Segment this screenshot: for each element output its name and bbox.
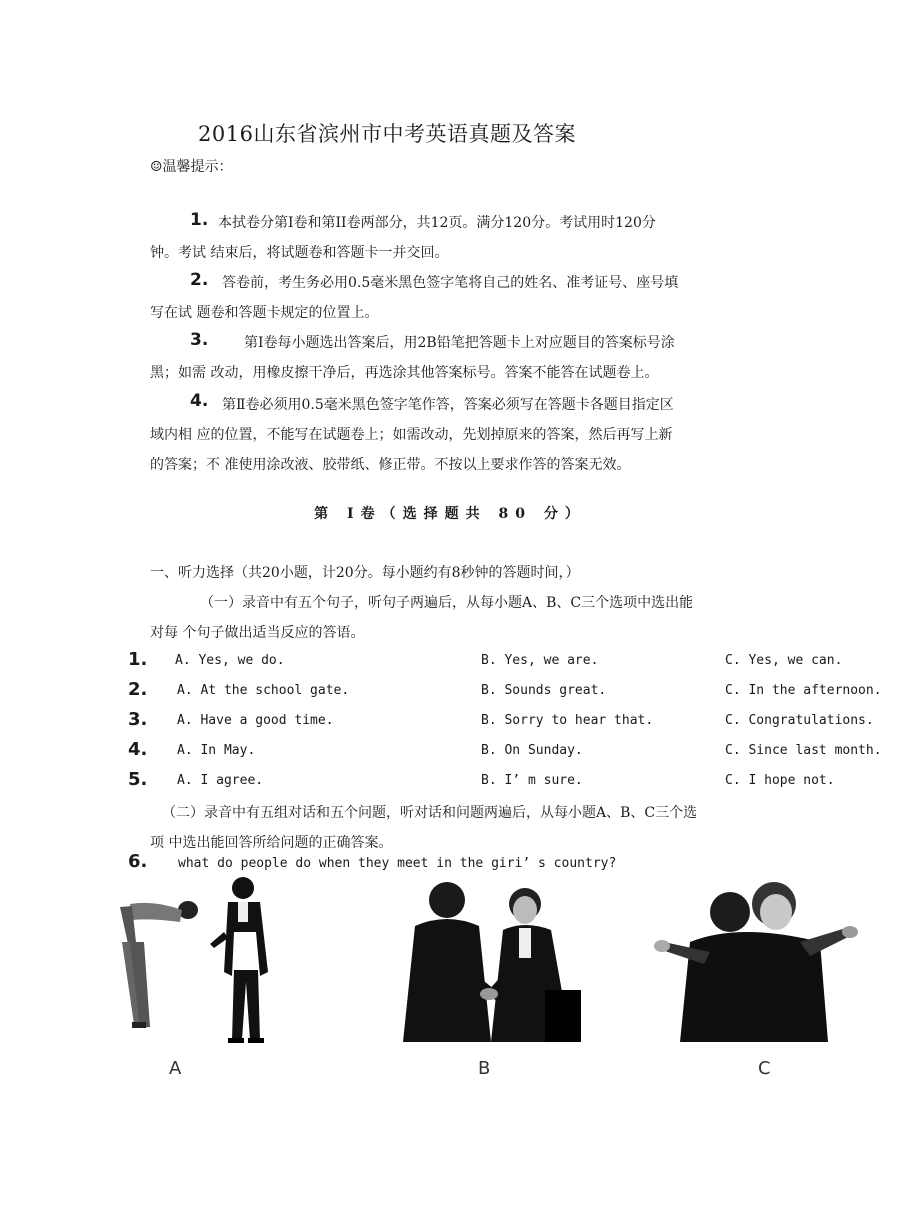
question-number: 1. (128, 649, 148, 670)
option-c: C. In the afternoon. (725, 683, 882, 698)
instruction-3-line2: 黑；如需 改动，用橡皮擦干净后，再选涂其他答案标号。答案不能答在试题卷上。 (150, 365, 659, 381)
section-title: 第 Ⅰ卷（选择题共 80 分） (314, 506, 586, 522)
instruction-1-num: 1. (190, 210, 209, 230)
option-b: B. On Sunday. (481, 743, 583, 758)
tips-label: ☺温馨提示： (150, 159, 233, 175)
question-6-number: 6. (128, 851, 148, 872)
question-number: 3. (128, 709, 148, 730)
part1-sub1-line2: 对每 个句子做出适当反应的答语。 (150, 625, 365, 641)
instruction-3-num: 3. (190, 330, 209, 350)
option-b: B. Yes, we are. (481, 653, 599, 668)
option-b: B. Sorry to hear that. (481, 713, 654, 728)
option-c: C. Since last month. (725, 743, 882, 758)
option-c: C. Yes, we can. (725, 653, 843, 668)
part1-sub2-line1: （二）录音中有五组对话和五个问题，听对话和问题两遍后，从每小题A、B、C三个选 (162, 805, 698, 821)
page-title: 2016山东省滨州市中考英语真题及答案 (198, 122, 576, 146)
instruction-4-line3: 的答案；不 准使用涂改液、胶带纸、修正带。不按以上要求作答的答案无效。 (150, 457, 631, 473)
part1-heading: 一、听力选择（共20小题，计20分。每小题约有8秒钟的答题时间，） (150, 565, 580, 581)
part1-sub2-line2: 项 中选出能回答所给问题的正确答案。 (150, 835, 393, 851)
question-number: 4. (128, 739, 148, 760)
picture-b-label: B (478, 1058, 491, 1079)
option-b: B. I’ m sure. (481, 773, 583, 788)
instruction-1-line1: 本拭卷分第Ⅰ卷和第II卷两部分，共12页。满分120分。考试用时120分 (218, 215, 656, 231)
picture-b-handshake (395, 872, 595, 1052)
option-a: A. Yes, we do. (175, 653, 285, 668)
instruction-4-num: 4. (190, 391, 209, 411)
instruction-4-line2: 域内相 应的位置，不能写在试题卷上；如需改动，先划掉原来的答案，然后再写上新 (150, 427, 673, 443)
option-a: A. At the school gate. (177, 683, 350, 698)
question-number: 5. (128, 769, 148, 790)
option-c: C. I hope not. (725, 773, 835, 788)
option-a: A. I agree. (177, 773, 264, 788)
instruction-3-line1: 第Ⅰ卷每小题选出答案后，用2B铅笔把答题卡上对应题目的答案标号涂 (244, 335, 675, 351)
question-6-text: what do people do when they meet in the giri’ s country? (178, 856, 617, 871)
instruction-2-line1: 答卷前，考生务必用0.5毫米黑色签字笔将自己的姓名、准考证号、座号填 (222, 275, 679, 291)
option-c: C. Congratulations. (725, 713, 874, 728)
option-a: A. Have a good time. (177, 713, 334, 728)
picture-a-label: A (169, 1058, 182, 1079)
instruction-4-line1: 第Ⅱ卷必须用0.5毫米黑色签字笔作答，答案必须写在答题卡各题目指定区 (222, 397, 674, 413)
instruction-2-line2: 写在试 题卷和答题卡规定的位置上。 (150, 305, 379, 321)
instruction-2-num: 2. (190, 270, 209, 290)
part1-sub1-line1: （一）录音中有五个句子，听句子两遍后，从每小题A、B、C三个选项中选出能 (200, 595, 694, 611)
instruction-1-line2: 钟。考试 结束后，将试题卷和答题卡一并交回。 (150, 245, 449, 261)
picture-c-hug (650, 872, 865, 1052)
option-b: B. Sounds great. (481, 683, 607, 698)
picture-a-bowing (110, 872, 290, 1052)
option-a: A. In May. (177, 743, 256, 758)
picture-c-label: C (758, 1058, 771, 1079)
question-number: 2. (128, 679, 148, 700)
